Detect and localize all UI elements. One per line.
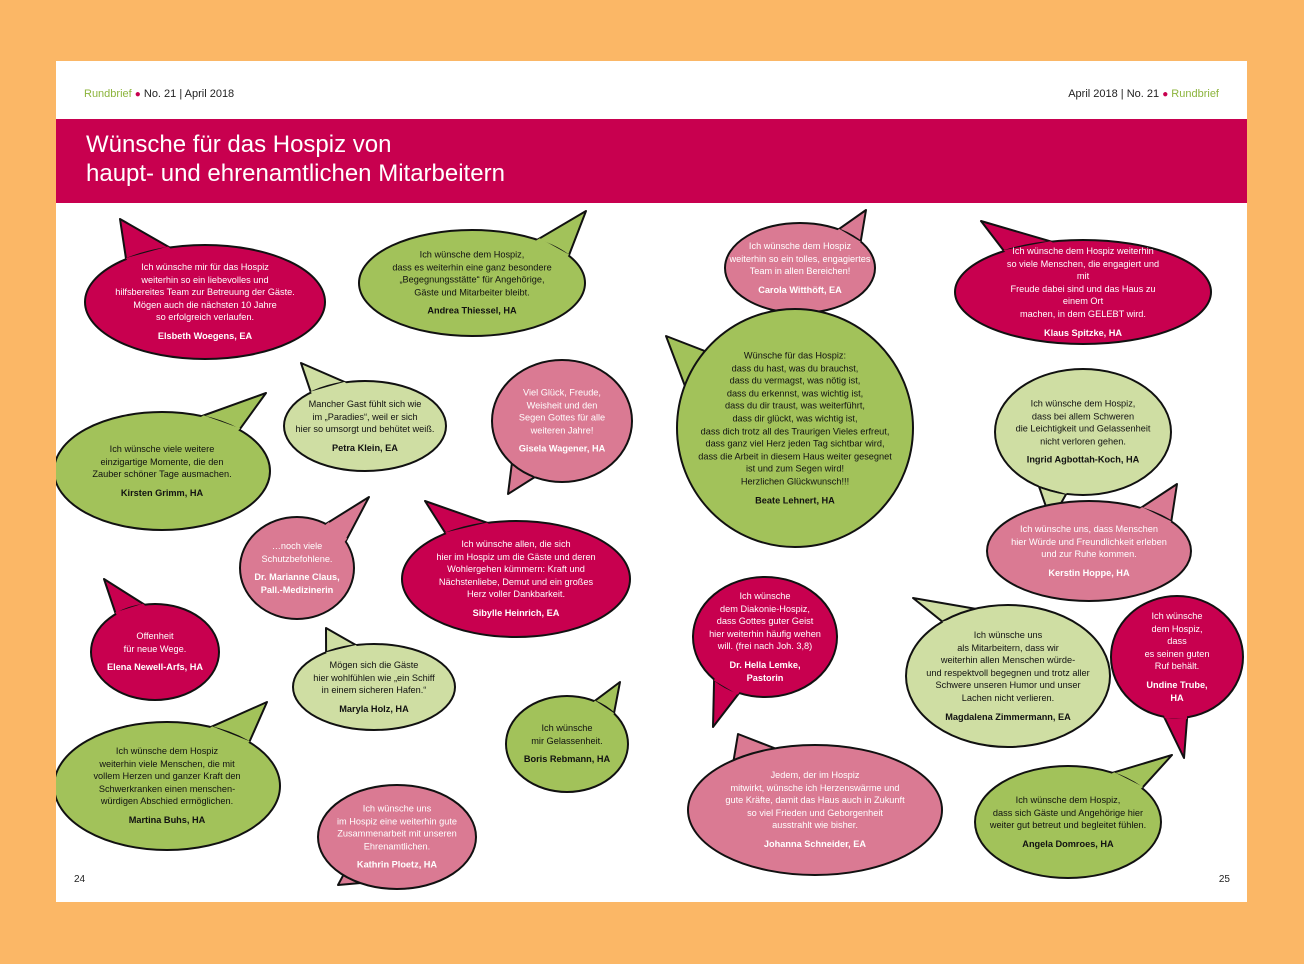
speech-bubble-text-boris — [524, 722, 610, 766]
wish-author: Andrea Thiessel, HA — [427, 305, 517, 316]
header-left-issue: No. 21 | April 2018 — [143, 88, 235, 100]
speech-bubble-text-elena — [107, 630, 203, 674]
wish-author: Maryla Holz, HA — [339, 703, 409, 714]
header-left-brand: Rundbrief — [84, 88, 132, 100]
wish-message: Ich wünsche dem Diakonie-Hospiz, dass Gottes guter Geist hier weiterhin häufig wehen will. (frei nach Joh. 3,8) — [709, 590, 821, 652]
wish-author: Sibylle Heinrich, EA — [472, 608, 560, 619]
wish-message: Jedem, der im Hospiz mitwirkt, wünsche ich Herzenswärme und gute Kräfte, damit das Haus auch in Zukunft so viel Frieden und Geborgenheit ausstrahlt wie bisher. — [725, 770, 905, 831]
wish-message: Ich wünsche uns als Mitarbeitern, dass wir weiterhin allen Menschen würde- und respektvoll begegnen und trotz aller Schwere unseren Humor und unser Lachen nicht verlieren. — [926, 629, 1090, 703]
wish-message: Mögen sich die Gäste hier wohlfühlen wie „ein Schiff in einem sicheren Hafen.“ — [313, 659, 435, 695]
page-number-right: 25 — [1218, 874, 1230, 885]
wish-author: Kerstin Hoppe, HA — [1048, 567, 1130, 578]
speech-bubble-text-angela — [990, 794, 1146, 850]
wish-author: Boris Rebmann, HA — [523, 754, 611, 765]
wish-message: Ich wünsche dem Hospiz, dass es weiterhin eine ganz besondere „Begegnungsstätte“ für Angehörige, Gäste und Mitarbeiter bleibt. — [392, 249, 552, 298]
wish-message: Offenheit für neue Wege. — [123, 631, 187, 654]
speech-bubble-text-andrea — [392, 249, 551, 318]
speech-bubble-text-johanna — [725, 769, 904, 851]
wish-author: Carola Witthöft, EA — [758, 284, 842, 295]
wish-message: Wünsche für das Hospiz: dass du hast, was du brauchst, dass du vermagst, was nötig ist, dass du erkennst, was wichtig ist, dass du dir traust, was weiterführt, dass dir glückt, was wichtig ist, dass dich trotz all des Traurigen Vieles erfreut, dass ganz viel Herz jeden Tag sichtbar wird, dass die Arbeit in diesem Haus weiter gesegnet ist und zum Segen wird! Herzlichen Glückwunsch!!! — [698, 350, 892, 487]
speech-bubble-joint — [1162, 708, 1187, 719]
speech-bubble-text-sibylle — [436, 538, 595, 620]
magazine-spread — [56, 61, 1247, 902]
speech-bubble-text-maryla — [313, 659, 434, 715]
speech-bubble-text-carola — [730, 240, 871, 296]
wish-message: Ich wünsche uns im Hospiz eine weiterhin gute Zusammenarbeit mit unseren Ehrenamtlichen. — [336, 803, 458, 852]
wish-message: Ich wünsche mir für das Hospiz weiterhin so ein liebevolles und hilfsbereites Team zur Betreuung der Gäste. Mögen auch die nächsten 10 Jahre so erfolgreich verlaufen. — [115, 262, 295, 323]
header-right-dot: ● — [1162, 89, 1169, 100]
speech-bubble-text-beate — [698, 349, 892, 506]
wish-author: Ingrid Agbottah-Koch, HA — [1026, 454, 1140, 465]
wish-author: Martina Buhs, HA — [128, 815, 206, 826]
wish-message: Ich wünsche dem Hospiz weiterhin viele Menschen, die mit vollem Herzen und ganzer Kraft den Schwerkranken einen menschen- würdigen Abschied ermöglichen. — [93, 746, 241, 807]
wish-author: Elsbeth Woegens, EA — [157, 331, 253, 342]
wish-author: Dr. Marianne Claus, Pall.-Medizinerin — [254, 572, 340, 595]
wish-message: Ich wünsche dem Hospiz weiterhin so viele Menschen, die engagiert und mit Freude dabei sind und das Haus zu einem Ort machen, in dem GELEBT wird. — [1006, 245, 1160, 319]
title-line-2: haupt- und ehrenamtlichen Mitarbeitern — [86, 160, 505, 187]
wish-author: Klaus Spitzke, HA — [1043, 327, 1123, 338]
wish-message: Mancher Gast fühlt sich wie im „Paradies“, weil er sich hier so umsorgt und behütet weiß. — [295, 398, 435, 434]
wish-message: Ich wünsche allen, die sich hier im Hospiz um die Gäste und deren Wohlergehen kümmern: Kraft und Nächstenliebe, Demut und ein großes Herz voller Dankbarkeit. — [436, 539, 596, 600]
speech-bubble-text-undine — [1142, 610, 1212, 704]
speech-bubble-text-martina — [93, 745, 240, 827]
wish-author: Angela Domroes, HA — [1022, 838, 1114, 849]
wish-author: Magdalena Zimmermann, EA — [945, 711, 1071, 722]
wish-author: Kathrin Ploetz, HA — [356, 859, 438, 870]
speech-bubble-text-klaus — [1001, 245, 1165, 339]
wish-message: Ich wünsche viele weitere einzigartige Momente, die den Zauber schöner Tage ausmachen. — [92, 443, 232, 479]
wish-author: Elena Newell-Arfs, HA — [107, 662, 203, 673]
wish-author: Undine Trube, HA — [1146, 679, 1208, 703]
wish-author: Kirsten Grimm, HA — [120, 487, 204, 498]
title-line-1: Wünsche für das Hospiz von — [86, 131, 392, 158]
speech-bubble-text-petra — [296, 398, 435, 454]
speech-bubble-text-kirsten — [92, 443, 231, 499]
speech-bubble-text-hella — [709, 590, 821, 684]
wish-message: Ich wünsche uns, dass Menschen hier Würde und Freundlichkeit erleben und zur Ruhe kommen. — [1011, 523, 1167, 559]
speech-bubble-text-ingrid — [1016, 398, 1151, 467]
speech-bubble-text-kerstin — [1011, 523, 1167, 579]
wish-message: Ich wünsche dem Hospiz, dass sich Gäste und Angehörige hier weiter gut betreut und begleitet fühlen. — [989, 794, 1147, 830]
wish-message: Ich wünsche dem Hospiz, dass bei allem Schweren die Leichtigkeit und Gelassenheit nicht verloren gehen. — [1015, 398, 1151, 447]
header-left-dot: ● — [134, 89, 141, 100]
wish-author: Beate Lehnert, HA — [755, 494, 835, 505]
speech-bubble-text-kathrin — [337, 803, 457, 872]
wish-message: Ich wünsche dem Hospiz weiterhin so ein tolles, engagiertes Team in allen Bereichen! — [729, 240, 871, 276]
wish-author: Dr. Hella Lemke, Pastorin — [729, 659, 801, 683]
wish-message: Ich wünsche dem Hospiz, dass es seinen guten Ruf behält. — [1144, 610, 1210, 672]
wish-author: Petra Klein, EA — [332, 442, 398, 453]
wish-message: Ich wünsche mir Gelassenheit. — [531, 723, 603, 746]
wish-message: Viel Glück, Freude, Weisheit und den Segen Gottes für alle weiteren Jahre! — [518, 387, 606, 436]
speech-bubble-text-magdalena — [926, 629, 1089, 723]
speech-bubble-text-gisela — [519, 387, 605, 456]
wish-author: Gisela Wagener, HA — [518, 443, 606, 454]
page-number-left: 24 — [74, 874, 86, 885]
header-right-issue: April 2018 | No. 21 — [1068, 88, 1160, 100]
speech-bubble-text-marianne — [254, 540, 339, 596]
header-right-brand: Rundbrief — [1171, 88, 1219, 100]
wish-author: Johanna Schneider, EA — [763, 839, 867, 850]
wish-message: …noch viele Schutzbefohlene. — [261, 540, 333, 564]
speech-bubble-text-elsbeth — [115, 261, 295, 343]
